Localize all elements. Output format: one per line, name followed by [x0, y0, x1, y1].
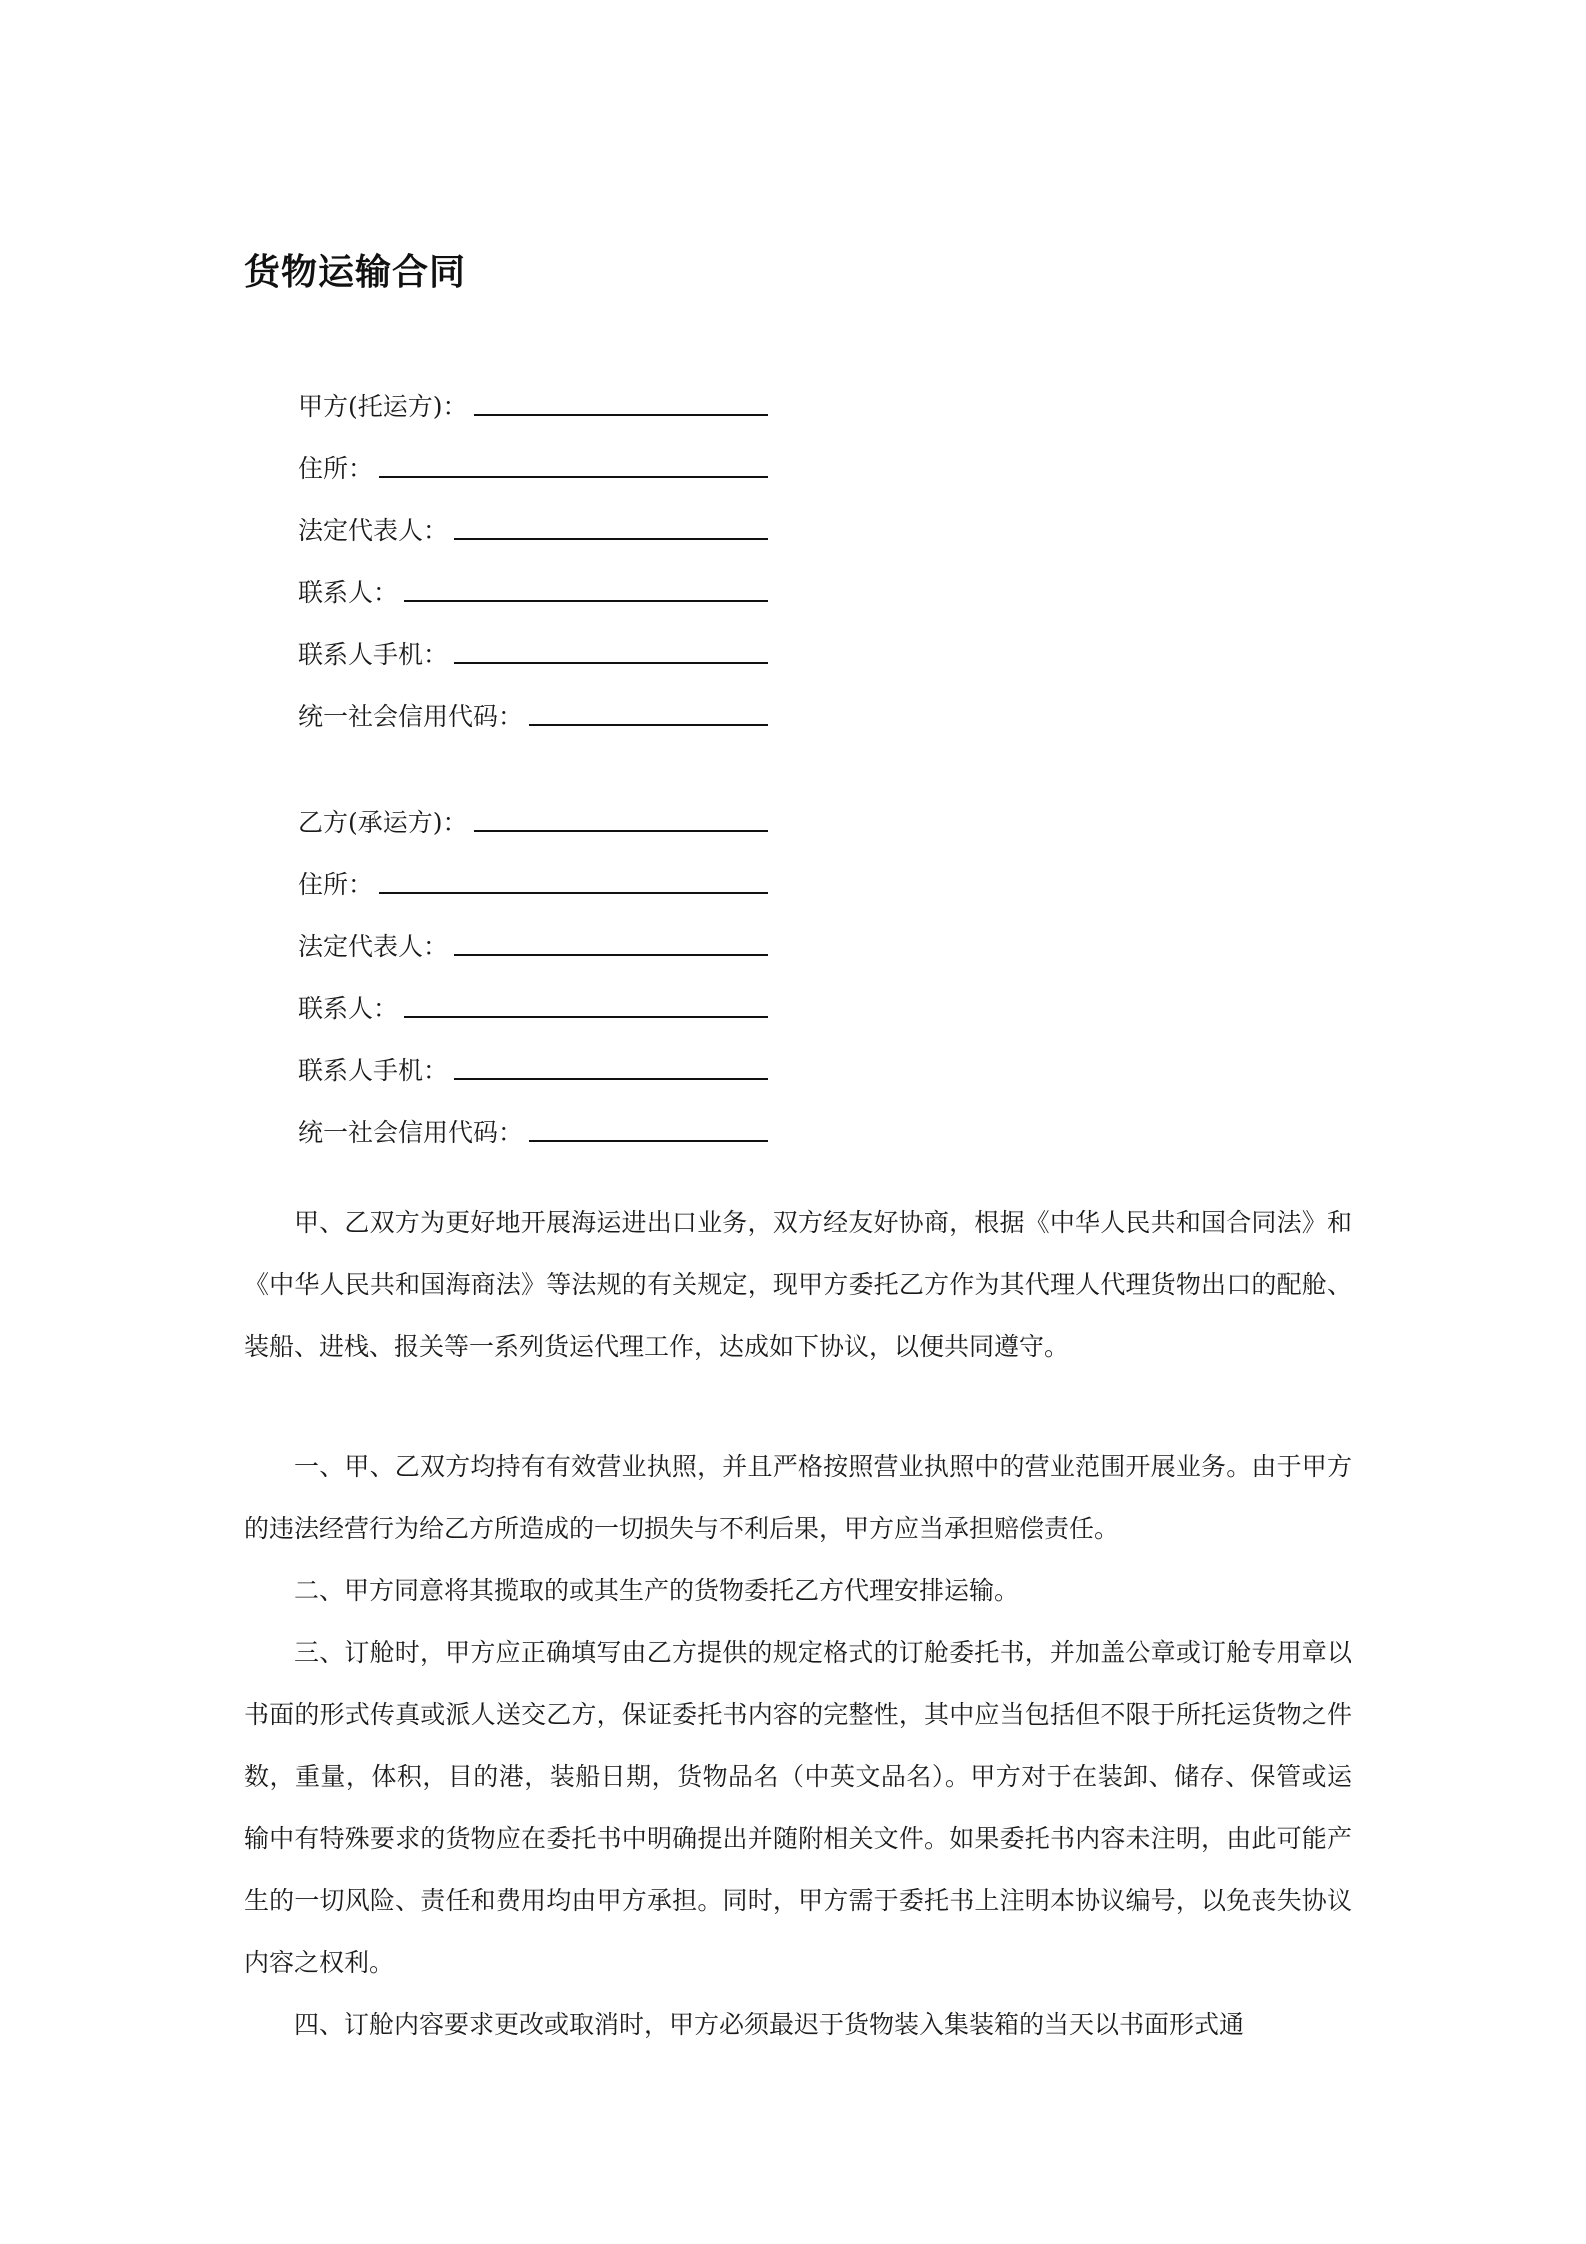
party-b-credit-code-field [298, 1088, 768, 1150]
field-label: 联系人手机： [298, 640, 449, 669]
field-label: 乙方(承运方)： [298, 808, 468, 837]
blank-line[interactable] [454, 1078, 768, 1080]
party-a-contact-field [298, 548, 768, 610]
party-b-phone-field [298, 1026, 768, 1088]
field-label: 联系人： [298, 578, 399, 607]
field-label: 甲方(托运方)： [298, 392, 468, 421]
party-b-name-field [298, 778, 768, 840]
party-b-address-field [298, 840, 768, 902]
clause-1: 一、甲、乙双方均持有有效营业执照，并且严格按照营业执照中的营业范围开展业务。由于甲方的违法经营行为给乙方所造成的一切损失与不利后果，甲方应当承担赔偿责任。 [244, 1452, 1352, 1543]
party-a-section [298, 362, 768, 734]
field-label: 法定代表人： [298, 516, 449, 545]
field-label: 统一社会信用代码： [298, 702, 524, 731]
blank-line[interactable] [454, 538, 768, 540]
party-b-contact-field [298, 964, 768, 1026]
party-b-legal-rep-field [298, 902, 768, 964]
blank-line[interactable] [529, 724, 768, 726]
blank-line[interactable] [379, 476, 768, 478]
field-label: 联系人手机： [298, 1056, 449, 1085]
field-label: 住所： [298, 870, 374, 899]
field-label: 统一社会信用代码： [298, 1118, 524, 1147]
blank-line[interactable] [404, 600, 768, 602]
field-label: 联系人： [298, 994, 399, 1023]
contract-body [244, 1192, 1352, 2056]
party-a-name-field [298, 362, 768, 424]
clause-2: 二、甲方同意将其揽取的或其生产的货物委托乙方代理安排运输。 [294, 1576, 1020, 1605]
blank-line[interactable] [454, 662, 768, 664]
field-label: 法定代表人： [298, 932, 449, 961]
blank-line[interactable] [404, 1016, 768, 1018]
blank-line[interactable] [379, 892, 768, 894]
preamble-paragraph: 甲、乙双方为更好地开展海运进出口业务，双方经友好协商，根据《中华人民共和国合同法》和《中华人民共和国海商法》等法规的有关规定，现甲方委托乙方作为其代理人代理货物出口的配舱、装船、进栈、报关等一系列货运代理工作，达成如下协议，以便共同遵守。 [244, 1208, 1352, 1361]
clause-3: 三、订舱时，甲方应正确填写由乙方提供的规定格式的订舱委托书，并加盖公章或订舱专用章以书面的形式传真或派人送交乙方，保证委托书内容的完整性，其中应当包括但不限于所托运货物之件数，重量，体积，目的港，装船日期，货物品名（中英文品名）。甲方对于在装卸、储存、保管或运输中有特殊要求的货物应在委托书中明确提出并随附相关文件。如果委托书内容未注明，由此可能产生的一切风险、责任和费用均由甲方承担。同时，甲方需于委托书上注明本协议编号，以免丧失协议内容之权利。 [244, 1638, 1352, 1977]
field-label: 住所： [298, 454, 374, 483]
blank-line[interactable] [454, 954, 768, 956]
document-title: 货物运输合同 [244, 252, 467, 293]
blank-line[interactable] [474, 830, 768, 832]
party-a-legal-rep-field [298, 486, 768, 548]
blank-line[interactable] [474, 414, 768, 416]
party-b-section [298, 778, 768, 1150]
party-a-address-field [298, 424, 768, 486]
party-a-credit-code-field [298, 672, 768, 734]
clause-4: 四、订舱内容要求更改或取消时，甲方必须最迟于货物装入集装箱的当天以书面形式通 [294, 2010, 1245, 2039]
party-a-phone-field [298, 610, 768, 672]
blank-line[interactable] [529, 1140, 768, 1142]
